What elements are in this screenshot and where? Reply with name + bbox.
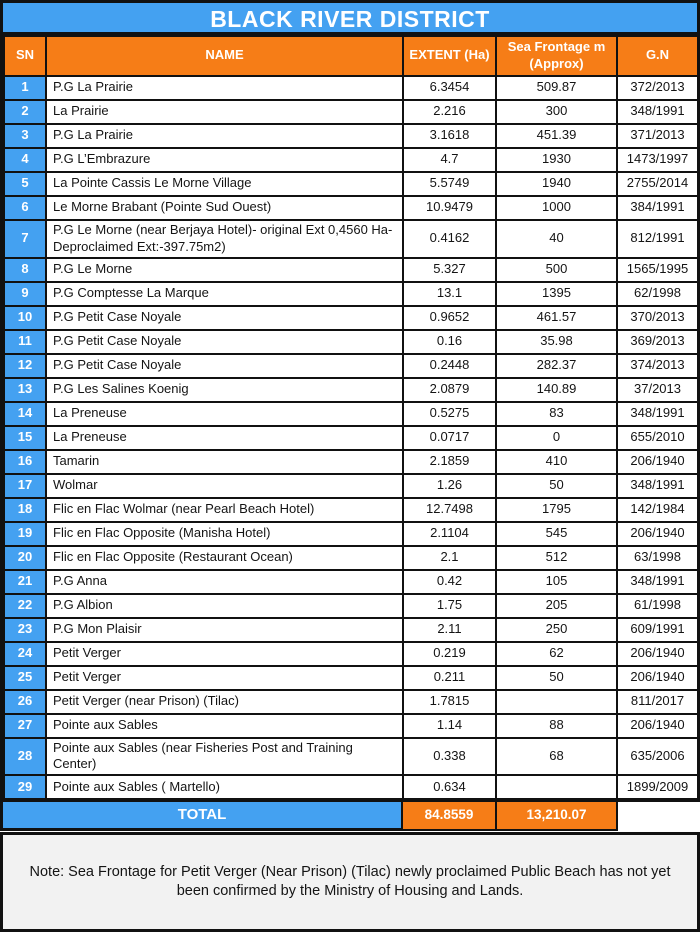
column-header-sn: SN bbox=[4, 36, 46, 76]
gn-cell: 1899/2009 bbox=[617, 775, 698, 799]
frontage-cell: 68 bbox=[496, 738, 617, 776]
extent-cell: 12.7498 bbox=[403, 498, 496, 522]
table-row bbox=[4, 100, 698, 124]
table-row bbox=[4, 76, 698, 100]
extent-cell: 2.216 bbox=[403, 100, 496, 124]
gn-cell: 812/1991 bbox=[617, 220, 698, 258]
extent-cell: 0.42 bbox=[403, 570, 496, 594]
name-cell: La Pointe Cassis Le Morne Village bbox=[46, 172, 403, 196]
frontage-cell: 50 bbox=[496, 666, 617, 690]
table-row bbox=[4, 354, 698, 378]
frontage-cell: 83 bbox=[496, 402, 617, 426]
gn-cell: 206/1940 bbox=[617, 714, 698, 738]
sn-cell: 19 bbox=[4, 522, 46, 546]
gn-cell: 206/1940 bbox=[617, 450, 698, 474]
name-cell: P.G Petit Case Noyale bbox=[46, 354, 403, 378]
table-row bbox=[4, 546, 698, 570]
frontage-cell: 1000 bbox=[496, 196, 617, 220]
public-beach-table bbox=[3, 35, 699, 800]
table-row bbox=[4, 618, 698, 642]
extent-cell: 5.5749 bbox=[403, 172, 496, 196]
gn-cell: 348/1991 bbox=[617, 570, 698, 594]
footnote bbox=[0, 832, 700, 932]
frontage-cell bbox=[496, 690, 617, 714]
sn-cell: 24 bbox=[4, 642, 46, 666]
page-title: BLACK RIVER DISTRICT bbox=[3, 3, 697, 35]
frontage-cell: 0 bbox=[496, 426, 617, 450]
frontage-cell: 461.57 bbox=[496, 306, 617, 330]
table-row bbox=[4, 666, 698, 690]
extent-cell: 4.7 bbox=[403, 148, 496, 172]
extent-cell: 5.327 bbox=[403, 258, 496, 282]
sn-cell: 14 bbox=[4, 402, 46, 426]
gn-cell: 206/1940 bbox=[617, 642, 698, 666]
gn-cell: 348/1991 bbox=[617, 474, 698, 498]
name-cell: La Preneuse bbox=[46, 426, 403, 450]
gn-cell: 62/1998 bbox=[617, 282, 698, 306]
table-row bbox=[4, 220, 698, 258]
name-cell: La Prairie bbox=[46, 100, 403, 124]
sn-cell: 23 bbox=[4, 618, 46, 642]
frontage-cell: 105 bbox=[496, 570, 617, 594]
extent-cell: 13.1 bbox=[403, 282, 496, 306]
extent-cell: 0.9652 bbox=[403, 306, 496, 330]
frontage-cell: 1795 bbox=[496, 498, 617, 522]
gn-cell: 37/2013 bbox=[617, 378, 698, 402]
gn-cell: 369/2013 bbox=[617, 330, 698, 354]
name-cell: P.G Comptesse La Marque bbox=[46, 282, 403, 306]
extent-cell: 0.0717 bbox=[403, 426, 496, 450]
sn-cell: 12 bbox=[4, 354, 46, 378]
frontage-cell: 451.39 bbox=[496, 124, 617, 148]
sn-cell: 13 bbox=[4, 378, 46, 402]
table-row bbox=[4, 775, 698, 799]
extent-cell: 10.9479 bbox=[403, 196, 496, 220]
sn-cell: 20 bbox=[4, 546, 46, 570]
frontage-cell: 62 bbox=[496, 642, 617, 666]
total-row bbox=[0, 802, 700, 831]
total-extent-value: 84.8559 bbox=[403, 802, 497, 831]
table-row bbox=[4, 124, 698, 148]
frontage-cell: 88 bbox=[496, 714, 617, 738]
table-row bbox=[4, 738, 698, 776]
frontage-cell: 300 bbox=[496, 100, 617, 124]
sn-cell: 6 bbox=[4, 196, 46, 220]
name-cell: La Preneuse bbox=[46, 402, 403, 426]
gn-cell: 370/2013 bbox=[617, 306, 698, 330]
gn-cell: 1565/1995 bbox=[617, 258, 698, 282]
extent-cell: 0.634 bbox=[403, 775, 496, 799]
sn-cell: 26 bbox=[4, 690, 46, 714]
table-row bbox=[4, 450, 698, 474]
table-row bbox=[4, 172, 698, 196]
name-cell: Flic en Flac Opposite (Restaurant Ocean) bbox=[46, 546, 403, 570]
extent-cell: 2.1859 bbox=[403, 450, 496, 474]
extent-cell: 3.1618 bbox=[403, 124, 496, 148]
extent-cell: 0.16 bbox=[403, 330, 496, 354]
frontage-cell: 512 bbox=[496, 546, 617, 570]
gn-cell: 206/1940 bbox=[617, 522, 698, 546]
table-row bbox=[4, 522, 698, 546]
sn-cell: 28 bbox=[4, 738, 46, 776]
table-row bbox=[4, 330, 698, 354]
name-cell: Le Morne Brabant (Pointe Sud Ouest) bbox=[46, 196, 403, 220]
name-cell: P.G La Prairie bbox=[46, 76, 403, 100]
sn-cell: 15 bbox=[4, 426, 46, 450]
total-gn-blank-cell bbox=[618, 802, 700, 831]
extent-cell: 2.1 bbox=[403, 546, 496, 570]
sn-cell: 9 bbox=[4, 282, 46, 306]
sn-cell: 21 bbox=[4, 570, 46, 594]
sn-cell: 11 bbox=[4, 330, 46, 354]
column-header-gn: G.N bbox=[617, 36, 698, 76]
gn-cell: 374/2013 bbox=[617, 354, 698, 378]
table-row bbox=[4, 714, 698, 738]
frontage-cell: 50 bbox=[496, 474, 617, 498]
extent-cell: 1.7815 bbox=[403, 690, 496, 714]
gn-cell: 609/1991 bbox=[617, 618, 698, 642]
name-cell: Pointe aux Sables (near Fisheries Post and Training Center) bbox=[46, 738, 403, 776]
extent-cell: 2.1104 bbox=[403, 522, 496, 546]
frontage-cell: 35.98 bbox=[496, 330, 617, 354]
extent-cell: 0.4162 bbox=[403, 220, 496, 258]
sn-cell: 22 bbox=[4, 594, 46, 618]
name-cell: P.G Albion bbox=[46, 594, 403, 618]
table-row bbox=[4, 474, 698, 498]
table-row bbox=[4, 306, 698, 330]
extent-cell: 1.26 bbox=[403, 474, 496, 498]
total-label: TOTAL bbox=[0, 802, 403, 831]
gn-cell: 206/1940 bbox=[617, 666, 698, 690]
table-row bbox=[4, 642, 698, 666]
table-row bbox=[4, 570, 698, 594]
gn-cell: 635/2006 bbox=[617, 738, 698, 776]
gn-cell: 1473/1997 bbox=[617, 148, 698, 172]
sn-cell: 25 bbox=[4, 666, 46, 690]
sn-cell: 27 bbox=[4, 714, 46, 738]
extent-cell: 2.0879 bbox=[403, 378, 496, 402]
table-row bbox=[4, 148, 698, 172]
name-cell: P.G Le Morne (near Berjaya Hotel)- original Ext 0,4560 Ha- Deproclaimed Ext:-397.75m2) bbox=[46, 220, 403, 258]
frontage-cell: 282.37 bbox=[496, 354, 617, 378]
sn-cell: 29 bbox=[4, 775, 46, 799]
gn-cell: 348/1991 bbox=[617, 100, 698, 124]
gn-cell: 811/2017 bbox=[617, 690, 698, 714]
table-row bbox=[4, 498, 698, 522]
table-row bbox=[4, 402, 698, 426]
sn-cell: 5 bbox=[4, 172, 46, 196]
column-header-name: NAME bbox=[46, 36, 403, 76]
gn-cell: 61/1998 bbox=[617, 594, 698, 618]
gn-cell: 371/2013 bbox=[617, 124, 698, 148]
name-cell: P.G Anna bbox=[46, 570, 403, 594]
name-cell: Pointe aux Sables bbox=[46, 714, 403, 738]
table-row bbox=[4, 378, 698, 402]
sn-cell: 16 bbox=[4, 450, 46, 474]
frontage-cell: 205 bbox=[496, 594, 617, 618]
frontage-cell: 509.87 bbox=[496, 76, 617, 100]
extent-cell: 2.11 bbox=[403, 618, 496, 642]
gn-cell: 63/1998 bbox=[617, 546, 698, 570]
frontage-cell: 140.89 bbox=[496, 378, 617, 402]
name-cell: Tamarin bbox=[46, 450, 403, 474]
name-cell: Flic en Flac Wolmar (near Pearl Beach Hotel) bbox=[46, 498, 403, 522]
name-cell: P.G Petit Case Noyale bbox=[46, 306, 403, 330]
name-cell: Wolmar bbox=[46, 474, 403, 498]
gn-cell: 2755/2014 bbox=[617, 172, 698, 196]
gn-cell: 142/1984 bbox=[617, 498, 698, 522]
name-cell: P.G Le Morne bbox=[46, 258, 403, 282]
gn-cell: 384/1991 bbox=[617, 196, 698, 220]
extent-cell: 0.2448 bbox=[403, 354, 496, 378]
sn-cell: 4 bbox=[4, 148, 46, 172]
header-row bbox=[4, 36, 698, 76]
table-row bbox=[4, 282, 698, 306]
extent-cell: 0.338 bbox=[403, 738, 496, 776]
table-row bbox=[4, 594, 698, 618]
name-cell: Petit Verger bbox=[46, 666, 403, 690]
extent-cell: 0.211 bbox=[403, 666, 496, 690]
name-cell: P.G Petit Case Noyale bbox=[46, 330, 403, 354]
frontage-cell: 40 bbox=[496, 220, 617, 258]
column-header-sea-frontage: Sea Frontage m (Approx) bbox=[496, 36, 617, 76]
sn-cell: 8 bbox=[4, 258, 46, 282]
table-header bbox=[4, 36, 698, 76]
footnote-text: Note: Sea Frontage for Petit Verger (Near Prison) (Tilac) newly proclaimed Public Beach has not yet been confirmed by the Ministry of Housing and Lands. bbox=[29, 863, 671, 900]
gn-cell: 348/1991 bbox=[617, 402, 698, 426]
total-sea-frontage-value: 13,210.07 bbox=[497, 802, 618, 831]
frontage-cell: 1395 bbox=[496, 282, 617, 306]
sn-cell: 2 bbox=[4, 100, 46, 124]
name-cell: Flic en Flac Opposite (Manisha Hotel) bbox=[46, 522, 403, 546]
extent-cell: 0.5275 bbox=[403, 402, 496, 426]
name-cell: Petit Verger (near Prison) (Tilac) bbox=[46, 690, 403, 714]
frontage-cell: 410 bbox=[496, 450, 617, 474]
frontage-cell bbox=[496, 775, 617, 799]
gn-cell: 655/2010 bbox=[617, 426, 698, 450]
frontage-cell: 545 bbox=[496, 522, 617, 546]
table-row bbox=[4, 426, 698, 450]
sn-cell: 3 bbox=[4, 124, 46, 148]
extent-cell: 1.14 bbox=[403, 714, 496, 738]
sn-cell: 17 bbox=[4, 474, 46, 498]
sn-cell: 7 bbox=[4, 220, 46, 258]
frontage-cell: 250 bbox=[496, 618, 617, 642]
frontage-cell: 500 bbox=[496, 258, 617, 282]
name-cell: Pointe aux Sables ( Martello) bbox=[46, 775, 403, 799]
extent-cell: 6.3454 bbox=[403, 76, 496, 100]
name-cell: P.G La Prairie bbox=[46, 124, 403, 148]
extent-cell: 0.219 bbox=[403, 642, 496, 666]
extent-cell: 1.75 bbox=[403, 594, 496, 618]
name-cell: P.G Mon Plaisir bbox=[46, 618, 403, 642]
frontage-cell: 1940 bbox=[496, 172, 617, 196]
column-header-extent: EXTENT (Ha) bbox=[403, 36, 496, 76]
name-cell: Petit Verger bbox=[46, 642, 403, 666]
sn-cell: 18 bbox=[4, 498, 46, 522]
frontage-cell: 1930 bbox=[496, 148, 617, 172]
sn-cell: 10 bbox=[4, 306, 46, 330]
sn-cell: 1 bbox=[4, 76, 46, 100]
name-cell: P.G L’Embrazure bbox=[46, 148, 403, 172]
gn-cell: 372/2013 bbox=[617, 76, 698, 100]
name-cell: P.G Les Salines Koenig bbox=[46, 378, 403, 402]
table-row bbox=[4, 258, 698, 282]
table-row bbox=[4, 690, 698, 714]
table-row bbox=[4, 196, 698, 220]
table-body bbox=[4, 76, 698, 800]
